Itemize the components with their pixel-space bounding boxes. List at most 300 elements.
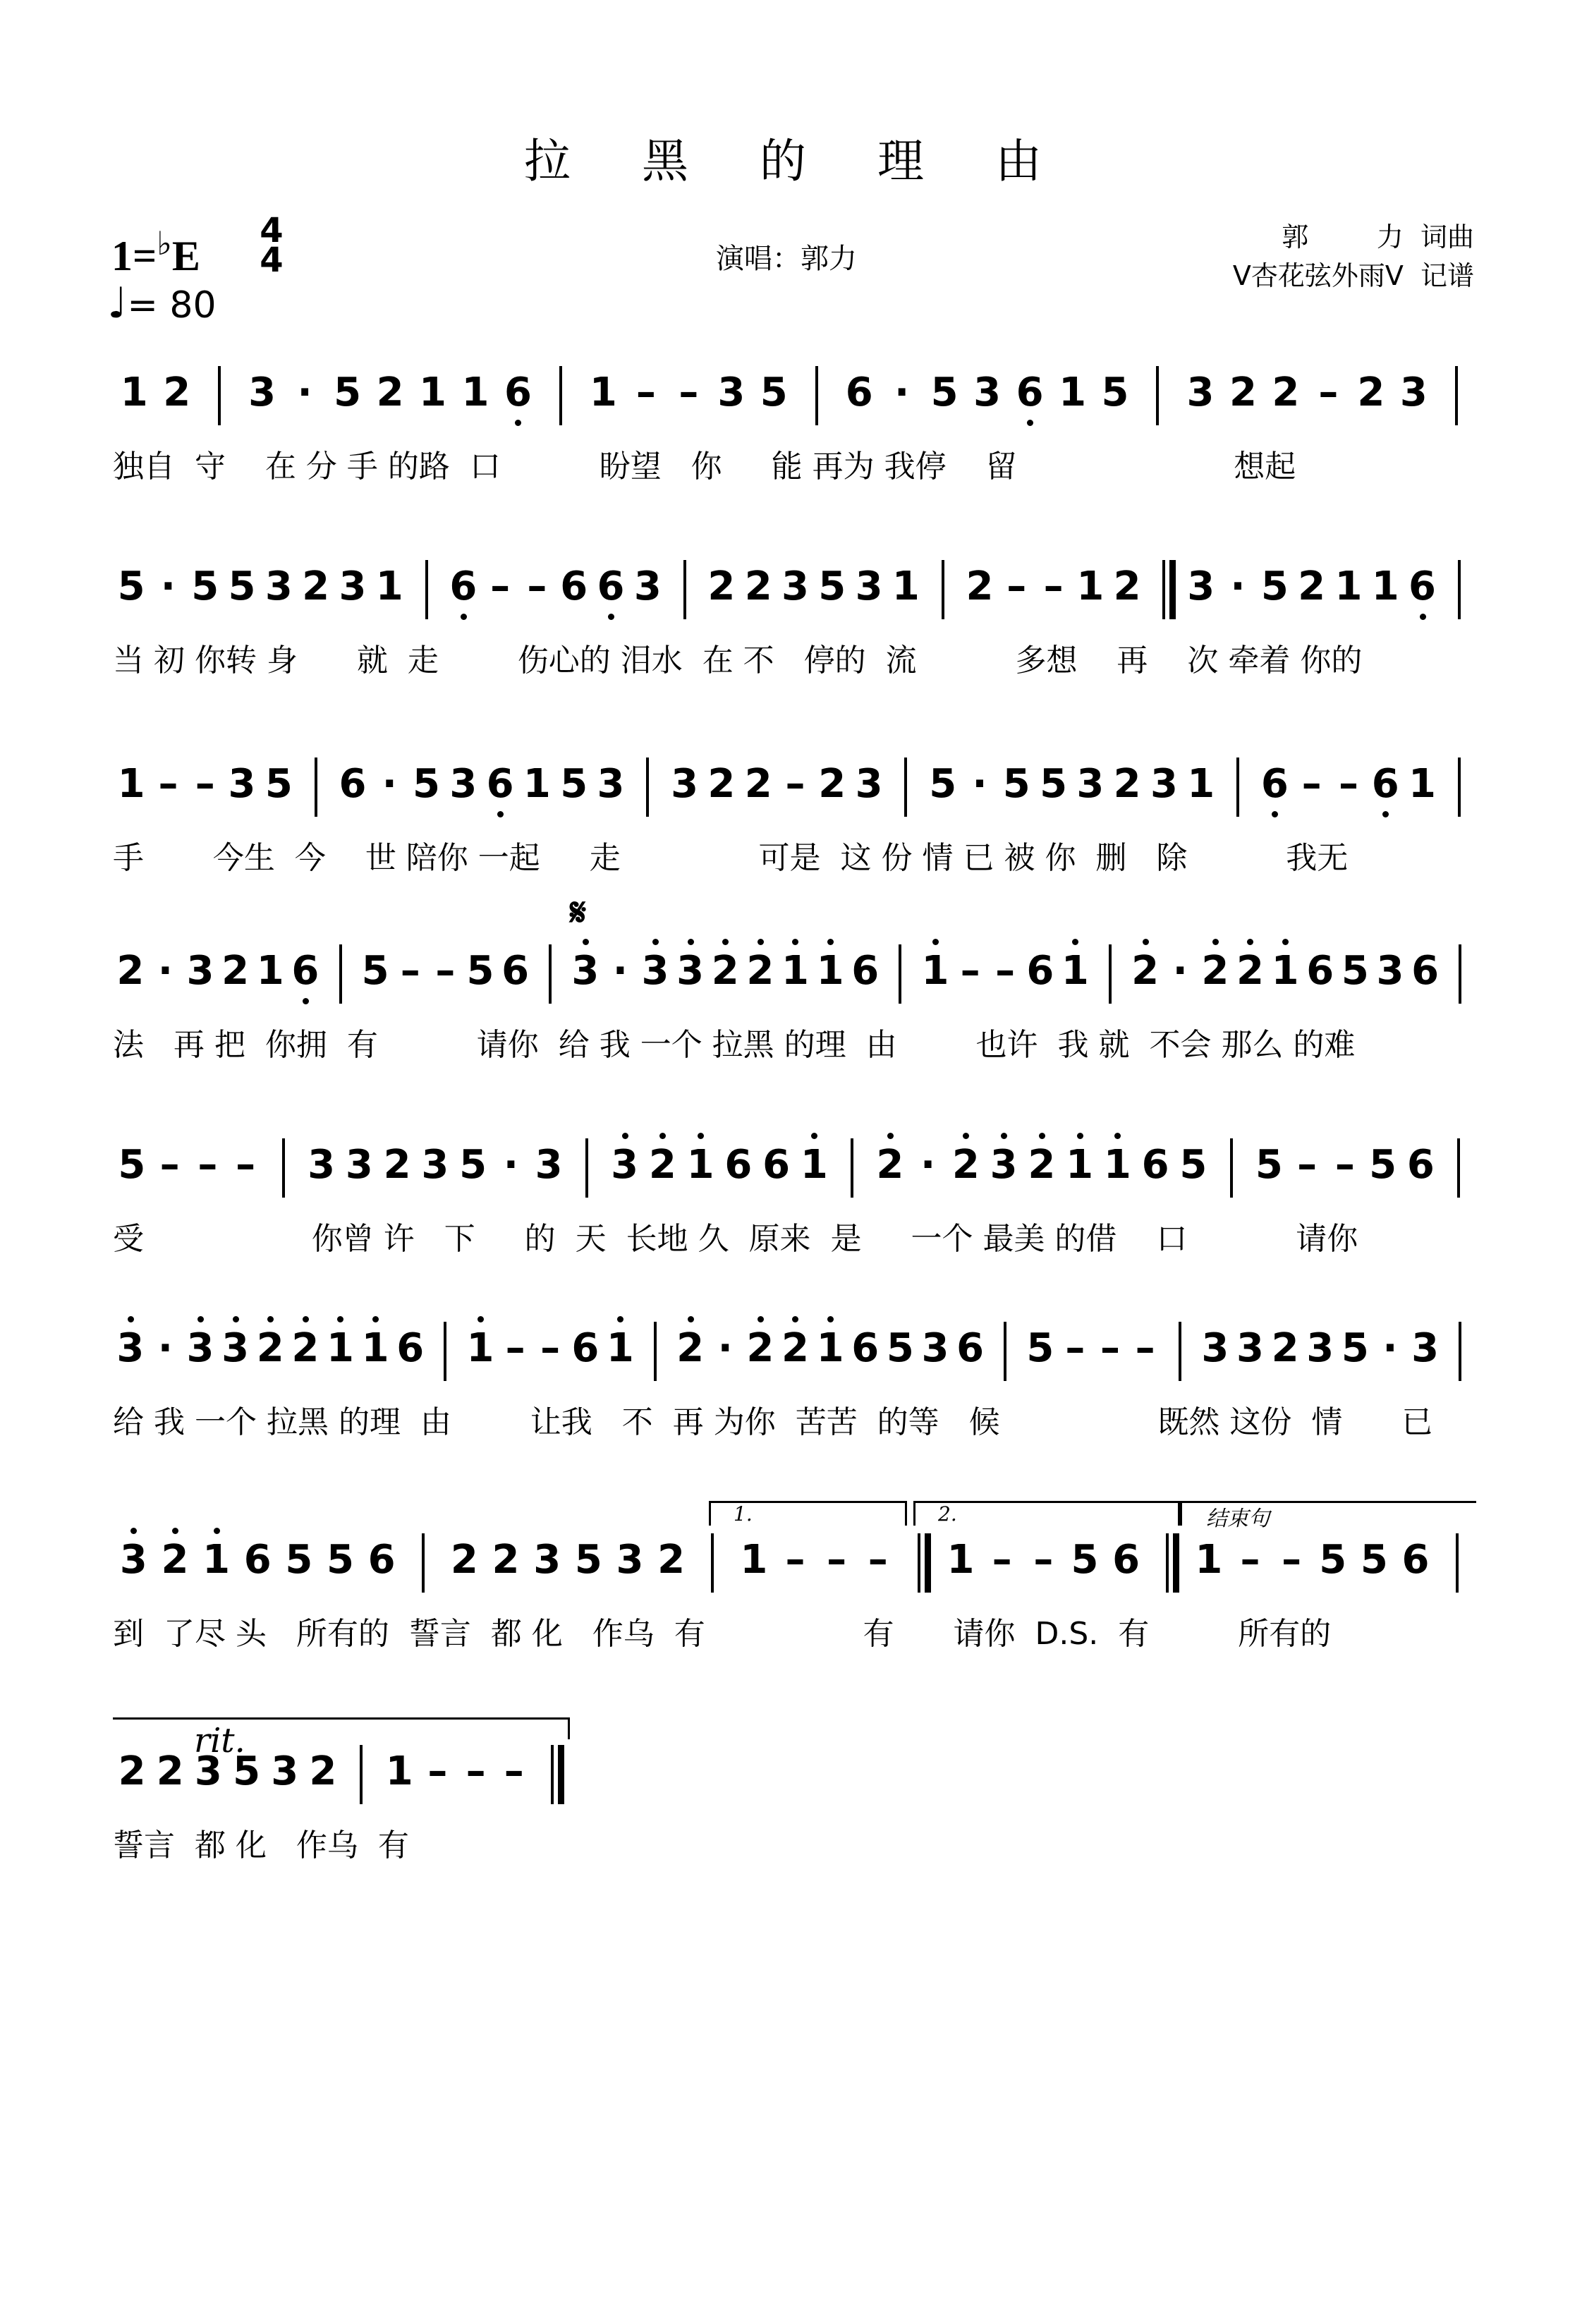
note-symbol: 1 (1187, 761, 1215, 807)
note (777, 564, 813, 609)
note-symbol: 3 (1306, 1325, 1334, 1371)
barline (1236, 758, 1239, 817)
note (947, 1143, 985, 1188)
note (734, 1538, 775, 1583)
note (445, 762, 482, 807)
high-octave-dot-icon (1247, 939, 1253, 945)
note-symbol: – (540, 1325, 561, 1371)
note-symbol: 5 (334, 370, 362, 415)
note-symbol: 6 (1112, 1537, 1140, 1583)
dash-note (1271, 1538, 1313, 1583)
note (253, 1326, 288, 1371)
dot-mark (1219, 564, 1256, 609)
note-symbol: 1 (120, 370, 148, 415)
note (1023, 1143, 1061, 1188)
note-symbol: 5 (413, 761, 440, 807)
note (851, 762, 887, 807)
note (1109, 762, 1145, 807)
barline (1458, 560, 1461, 619)
dash-note (777, 762, 813, 807)
dash-note (482, 564, 518, 609)
note-symbol: – (505, 1325, 525, 1371)
note (297, 564, 334, 609)
note-symbol: 3 (611, 1142, 639, 1188)
high-octave-dot-icon (1114, 1133, 1121, 1139)
note-symbol: 5 (1341, 948, 1369, 994)
note-symbol: 3 (597, 761, 625, 807)
note (1267, 1326, 1303, 1371)
note (703, 762, 740, 807)
dash-note (987, 949, 1023, 994)
note-symbol: 3 (855, 761, 883, 807)
note (1035, 762, 1071, 807)
note-symbol: 3 (339, 564, 367, 609)
note-symbol: 3 (855, 564, 883, 609)
note-symbol: 3 (264, 564, 293, 609)
note-symbol: 1 (385, 1748, 413, 1794)
note-symbol: · (717, 1325, 733, 1371)
note-symbol: – (960, 948, 980, 994)
note (526, 1538, 568, 1583)
high-octave-dot-icon (1077, 1133, 1083, 1139)
low-octave-dot-icon (1382, 811, 1389, 817)
low-octave-dot-icon (303, 998, 309, 1004)
note (918, 949, 953, 994)
note (1303, 949, 1338, 994)
key-equals: = (133, 233, 157, 279)
high-octave-dot-icon (963, 1133, 969, 1139)
note-symbol: 2 (711, 948, 739, 994)
note-symbol: – (159, 1142, 180, 1188)
note (851, 564, 887, 609)
note (326, 370, 368, 415)
high-octave-dot-icon (477, 1316, 484, 1322)
final-ending-bracket (113, 1717, 570, 1739)
note (568, 1538, 609, 1583)
dash-note (457, 1749, 495, 1794)
note (592, 564, 629, 609)
dash-note (1128, 1326, 1163, 1371)
barline (646, 758, 649, 817)
note (341, 1143, 379, 1188)
dot-mark (961, 762, 998, 807)
note (444, 1538, 485, 1583)
note (666, 762, 702, 807)
note (1072, 762, 1109, 807)
note-symbol: 1 (1409, 761, 1437, 807)
note-symbol: 5 (1260, 564, 1289, 609)
note-symbol: 5 (361, 948, 389, 994)
note (260, 564, 297, 609)
barline (218, 366, 221, 425)
note-symbol: 2 (676, 1325, 705, 1371)
note-symbol: 6 (851, 948, 880, 994)
note (1023, 1326, 1058, 1371)
barline (918, 1533, 920, 1593)
note-symbol: 2 (116, 948, 145, 994)
note-symbol: 2 (707, 761, 736, 807)
high-octave-dot-icon (887, 1133, 894, 1139)
note-symbol: 3 (571, 948, 600, 994)
flat-icon: ♭ (157, 226, 172, 262)
note-symbol: 2 (876, 1142, 904, 1188)
high-octave-dot-icon (583, 939, 589, 945)
note-symbol: – (527, 564, 547, 609)
note (609, 1538, 651, 1583)
note (304, 1749, 342, 1794)
note-symbol: 5 (1255, 1142, 1283, 1188)
dash-note (189, 1143, 227, 1188)
note-symbol: 1 (800, 1142, 828, 1188)
note (883, 1326, 918, 1371)
note-symbol: – (427, 1748, 448, 1794)
note-symbol: 1 (202, 1537, 231, 1583)
note-symbol: – (1240, 1537, 1260, 1583)
note-symbol: 6 (1411, 948, 1440, 994)
high-octave-dot-icon (1143, 939, 1149, 945)
barline (654, 1322, 657, 1381)
note (650, 1538, 692, 1583)
note (416, 1143, 454, 1188)
note-symbol: 1 (781, 948, 809, 994)
low-octave-dot-icon (1027, 420, 1033, 426)
note (237, 1538, 279, 1583)
note (454, 1143, 492, 1188)
lyric-line: 独自 守 在 分 手 的路 口 盼望 你 能 再为 我停 留 想起 (113, 449, 1296, 485)
dash-note (187, 762, 224, 807)
note-symbol: 6 (851, 1325, 880, 1371)
dash-note (495, 1749, 533, 1794)
note-symbol: 5 (929, 761, 957, 807)
note (961, 564, 998, 609)
singer-credit: 演唱：郭力 (716, 243, 857, 275)
note (498, 949, 533, 994)
dash-note (774, 1538, 816, 1583)
note-symbol: 5 (1341, 1325, 1369, 1371)
note (1367, 762, 1404, 807)
note (113, 762, 150, 807)
note-symbol: 5 (1179, 1142, 1207, 1188)
note-symbol: · (612, 948, 628, 994)
note-symbol: – (490, 564, 511, 609)
note-symbol: 2 (1272, 370, 1300, 415)
note-symbol: 5 (760, 370, 788, 415)
note-symbol: – (1043, 564, 1064, 609)
note (743, 949, 778, 994)
high-octave-dot-icon (827, 1316, 834, 1322)
dash-note (533, 1326, 568, 1371)
note (1109, 564, 1145, 609)
note (1364, 1143, 1402, 1188)
key-signature (111, 224, 200, 281)
note-symbol: – (1282, 1537, 1302, 1583)
note-symbol: 6 (367, 1537, 396, 1583)
barline (559, 366, 562, 425)
volta-1-label: 1. (734, 1502, 753, 1526)
note (1009, 370, 1051, 415)
double-barline (1173, 1533, 1179, 1593)
note (454, 370, 497, 415)
dash-note (857, 1538, 899, 1583)
note (1099, 1143, 1137, 1188)
note (378, 1143, 416, 1188)
note (848, 1326, 883, 1371)
note-symbol: 2 (376, 370, 404, 415)
segno-icon: 𝄋 (570, 890, 587, 935)
note-symbol: 6 (1306, 948, 1334, 994)
note (719, 1143, 758, 1188)
note-symbol: – (868, 1537, 888, 1583)
note (1222, 370, 1264, 415)
note-symbol: 6 (1260, 761, 1289, 807)
note-symbol: 1 (327, 1325, 354, 1371)
note (568, 949, 603, 994)
note-symbol: · (157, 1325, 174, 1371)
note (1404, 762, 1440, 807)
note-symbol: 6 (560, 564, 588, 609)
note-symbol: 5 (1071, 1537, 1099, 1583)
note (753, 370, 795, 415)
low-octave-dot-icon (1420, 614, 1426, 620)
note (1392, 370, 1435, 415)
note-symbol: 3 (186, 1325, 214, 1371)
note-symbol: – (679, 370, 699, 415)
note (408, 762, 444, 807)
note (1312, 1538, 1353, 1583)
note (187, 564, 224, 609)
note-symbol: 1 (1076, 564, 1105, 609)
note (334, 762, 371, 807)
note (1294, 564, 1330, 609)
note (279, 1538, 320, 1583)
note (1105, 1538, 1147, 1583)
dash-note (151, 1143, 189, 1188)
note (1145, 762, 1182, 807)
note (1188, 1538, 1230, 1583)
dash-note (1093, 1326, 1128, 1371)
note-symbol: – (1318, 370, 1339, 415)
note-symbol: 5 (327, 1537, 354, 1583)
lyric-line: 法 再 把 你拥 有 请你 给 我 一个 拉黑 的理 由 也许 我 就 不会 那么 的难 (113, 1027, 1356, 1063)
note (998, 762, 1035, 807)
composer-credit: 郭 力 词曲 (1282, 221, 1474, 253)
note-symbol: – (197, 1142, 218, 1188)
high-octave-dot-icon (172, 1528, 178, 1534)
note-symbol: 3 (345, 1142, 373, 1188)
note-symbol: · (297, 370, 312, 415)
note-symbol: – (504, 1748, 524, 1794)
note-symbol: 3 (449, 761, 477, 807)
double-barline (1169, 560, 1176, 619)
key-degree: 1 (111, 233, 133, 279)
note-symbol: – (995, 948, 1016, 994)
note-symbol: 1 (117, 761, 145, 807)
dash-note (1229, 1538, 1271, 1583)
barline (1109, 944, 1112, 1004)
note-symbol: 5 (191, 564, 219, 609)
note (923, 370, 966, 415)
high-octave-dot-icon (622, 1133, 628, 1139)
barline (282, 1138, 285, 1198)
barline (1459, 944, 1461, 1004)
note (224, 762, 260, 807)
note-symbol: 5 (233, 1748, 261, 1794)
note (113, 1326, 148, 1371)
high-octave-dot-icon (233, 1316, 239, 1322)
note-symbol: 2 (818, 761, 846, 807)
note (113, 370, 155, 415)
note-symbol: 1 (1371, 564, 1399, 609)
note (1303, 1326, 1338, 1371)
note (1064, 1538, 1106, 1583)
note (1330, 564, 1367, 609)
note-symbol: 5 (1101, 370, 1129, 415)
low-octave-dot-icon (461, 614, 467, 620)
dash-note (667, 370, 710, 415)
low-octave-dot-icon (515, 420, 521, 426)
note-symbol: 6 (1401, 1537, 1430, 1583)
note-symbol: 1 (523, 761, 551, 807)
note (813, 949, 848, 994)
note (778, 949, 813, 994)
barline (683, 560, 686, 619)
note-symbol: – (992, 1537, 1012, 1583)
note-symbol: – (1006, 564, 1027, 609)
note (1051, 370, 1093, 415)
dash-note (1307, 370, 1349, 415)
note-symbol: 3 (633, 564, 662, 609)
dot-mark (1373, 1326, 1408, 1371)
note-symbol: 2 (1201, 948, 1229, 994)
note (925, 762, 961, 807)
note (1023, 949, 1058, 994)
time-signature (254, 211, 289, 280)
high-octave-dot-icon (932, 939, 939, 945)
barline (711, 1533, 714, 1593)
time-top: 4 (260, 211, 284, 250)
barline (1455, 366, 1458, 425)
note (241, 370, 283, 415)
barline (899, 944, 901, 1004)
note (155, 370, 197, 415)
barline (1162, 560, 1165, 619)
barline (585, 1138, 588, 1198)
dash-note (625, 370, 667, 415)
note-symbol: 2 (707, 564, 736, 609)
dash-note (393, 949, 428, 994)
note-symbol: 2 (291, 1325, 320, 1371)
note (813, 1326, 848, 1371)
high-octave-dot-icon (303, 1316, 309, 1322)
note-symbol: 1 (686, 1142, 714, 1188)
note-symbol: 2 (951, 1142, 980, 1188)
dot-mark (371, 762, 408, 807)
note (556, 564, 592, 609)
note (629, 564, 666, 609)
note-symbol: 6 (1371, 761, 1399, 807)
note-symbol: 2 (221, 948, 250, 994)
note (411, 370, 454, 415)
note (393, 1326, 428, 1371)
note-symbol: · (157, 948, 174, 994)
barline (815, 366, 818, 425)
barline (422, 1533, 425, 1593)
note-symbol: – (1033, 1537, 1054, 1583)
note-symbol: 6 (1016, 370, 1044, 415)
note (334, 564, 371, 609)
note-symbol: 5 (1360, 1537, 1388, 1583)
tempo-value: = 80 (127, 284, 217, 327)
note-symbol: 3 (676, 948, 705, 994)
dash-note (150, 762, 186, 807)
dot-mark (492, 1143, 530, 1188)
high-octave-dot-icon (758, 1316, 764, 1322)
note (887, 564, 924, 609)
note (151, 1749, 189, 1794)
dot-mark (909, 1143, 947, 1188)
lyric-line: 誓言 都 化 作乌 有 (113, 1827, 409, 1863)
note (1338, 949, 1373, 994)
note-symbol: 1 (1195, 1537, 1223, 1583)
note (1094, 370, 1136, 415)
note-symbol: 3 (973, 370, 1002, 415)
note-symbol: 1 (947, 1537, 975, 1583)
note (358, 949, 393, 994)
lyric-line: 当 初 你转 身 就 走 伤心的 泪水 在 不 停的 流 多想 再 次 牵着 你的 (113, 643, 1363, 679)
note (814, 564, 851, 609)
note (1183, 762, 1219, 807)
high-octave-dot-icon (659, 1133, 666, 1139)
note (1404, 564, 1440, 609)
note-symbol: 3 (1201, 1325, 1229, 1371)
note-symbol: · (382, 761, 397, 807)
note-symbol: 2 (163, 370, 191, 415)
dot-mark (150, 564, 186, 609)
note (1408, 1326, 1443, 1371)
dash-note (428, 949, 463, 994)
note-symbol: 1 (606, 1325, 634, 1371)
note-symbol: 6 (1409, 564, 1437, 609)
note (673, 949, 708, 994)
note (707, 949, 743, 994)
note-symbol: 3 (194, 1748, 222, 1794)
note-symbol: · (1172, 948, 1188, 994)
note-symbol: 5 (886, 1325, 914, 1371)
note (556, 762, 592, 807)
note (361, 1538, 403, 1583)
note-symbol: 2 (1236, 948, 1264, 994)
note (303, 1143, 341, 1188)
note-symbol: 6 (571, 1325, 600, 1371)
note-symbol: 2 (1357, 370, 1385, 415)
high-octave-dot-icon (1212, 939, 1219, 945)
barline (360, 1745, 363, 1804)
note (369, 370, 411, 415)
high-octave-dot-icon (214, 1528, 220, 1534)
low-octave-dot-icon (1272, 811, 1278, 817)
note-symbol: 3 (271, 1748, 299, 1794)
note (740, 762, 777, 807)
note-symbol: 1 (1334, 564, 1363, 609)
note-symbol: 2 (1113, 761, 1141, 807)
note-symbol: 1 (466, 1325, 494, 1371)
ending-label: 结束句 (1206, 1507, 1270, 1531)
note-symbol: 2 (1271, 1325, 1299, 1371)
note-symbol: 6 (449, 564, 477, 609)
note (1198, 1326, 1233, 1371)
note-symbol: 2 (657, 1537, 686, 1583)
high-octave-dot-icon (128, 1316, 134, 1322)
